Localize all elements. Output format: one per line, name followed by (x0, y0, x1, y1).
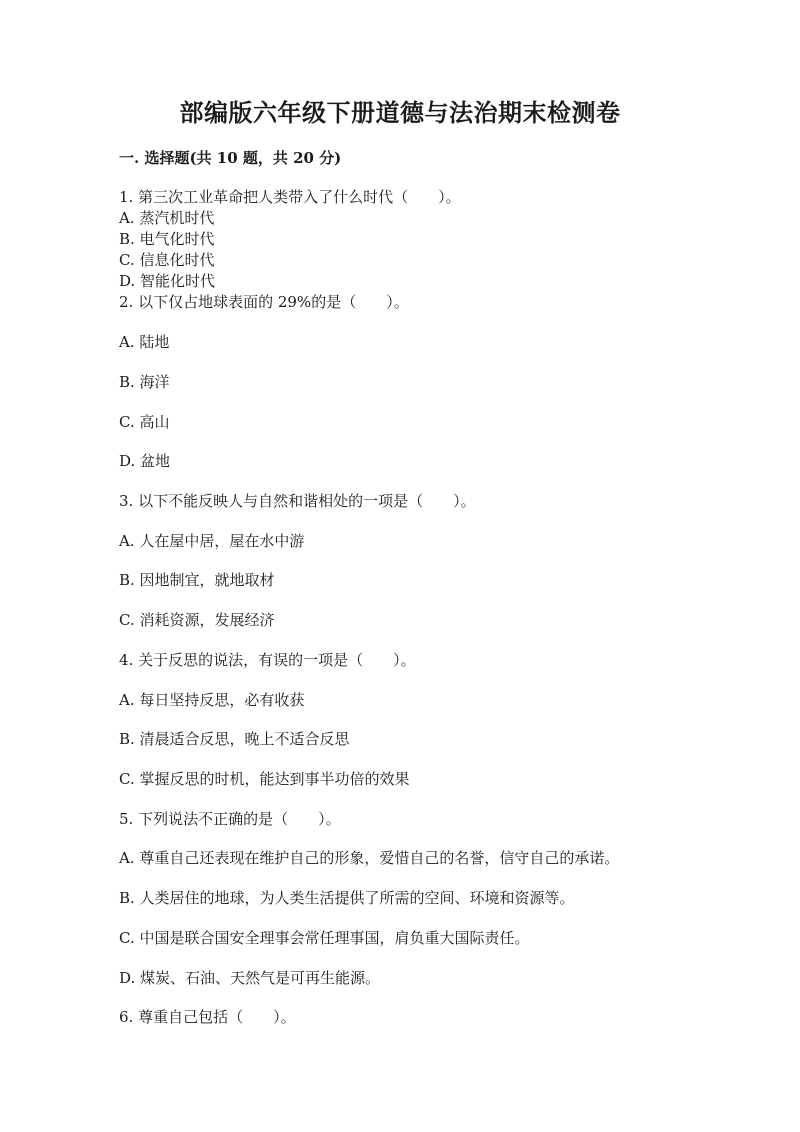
exam-title: 部编版六年级下册道德与法治期末检测卷 (179, 98, 621, 127)
question-1-option-b: B. 电气化时代 (119, 230, 215, 248)
question-2-stem: 2. 以下仅占地球表面的 29%的是（ ）。 (119, 293, 409, 311)
question-4-stem: 4. 关于反思的说法，有误的一项是（ ）。 (119, 651, 416, 669)
question-5-option-d: D. 煤炭、石油、天然气是可再生能源。 (119, 969, 381, 987)
question-2-option-c: C. 高山 (119, 413, 170, 431)
question-1-stem: 1. 第三次工业革命把人类带入了什么时代（ ）。 (119, 188, 461, 206)
question-3-option-c: C. 消耗资源，发展经济 (119, 611, 275, 629)
question-3-option-b: B. 因地制宜，就地取材 (119, 571, 275, 589)
question-4-option-a: A. 每日坚持反思，必有收获 (119, 691, 305, 709)
question-1-option-c: C. 信息化时代 (119, 251, 215, 269)
question-5-option-c: C. 中国是联合国安全理事会常任理事国，肩负重大国际责任。 (119, 929, 530, 947)
question-5-option-b: B. 人类居住的地球，为人类生活提供了所需的空间、环境和资源等。 (119, 889, 575, 907)
question-6-stem: 6. 尊重自己包括（ ）。 (119, 1008, 296, 1026)
question-2-option-d: D. 盆地 (119, 452, 171, 470)
question-3-option-a: A. 人在屋中居，屋在水中游 (119, 532, 305, 550)
section-heading: 一. 选择题(共 10 题，共 20 分) (119, 149, 342, 167)
question-1-option-d: D. 智能化时代 (119, 272, 216, 290)
question-2-option-b: B. 海洋 (119, 373, 170, 391)
question-1-option-a: A. 蒸汽机时代 (119, 209, 215, 227)
question-2-option-a: A. 陆地 (119, 333, 170, 351)
question-5-stem: 5. 下列说法不正确的是（ ）。 (119, 810, 341, 828)
question-4-option-b: B. 清晨适合反思，晚上不适合反思 (119, 730, 350, 748)
question-4-option-c: C. 掌握反思的时机，能达到事半功倍的效果 (119, 770, 410, 788)
question-3-stem: 3. 以下不能反映人与自然和谐相处的一项是（ ）。 (119, 492, 476, 510)
question-5-option-a: A. 尊重自己还表现在维护自己的形象，爱惜自己的名誉，信守自己的承诺。 (119, 849, 620, 867)
